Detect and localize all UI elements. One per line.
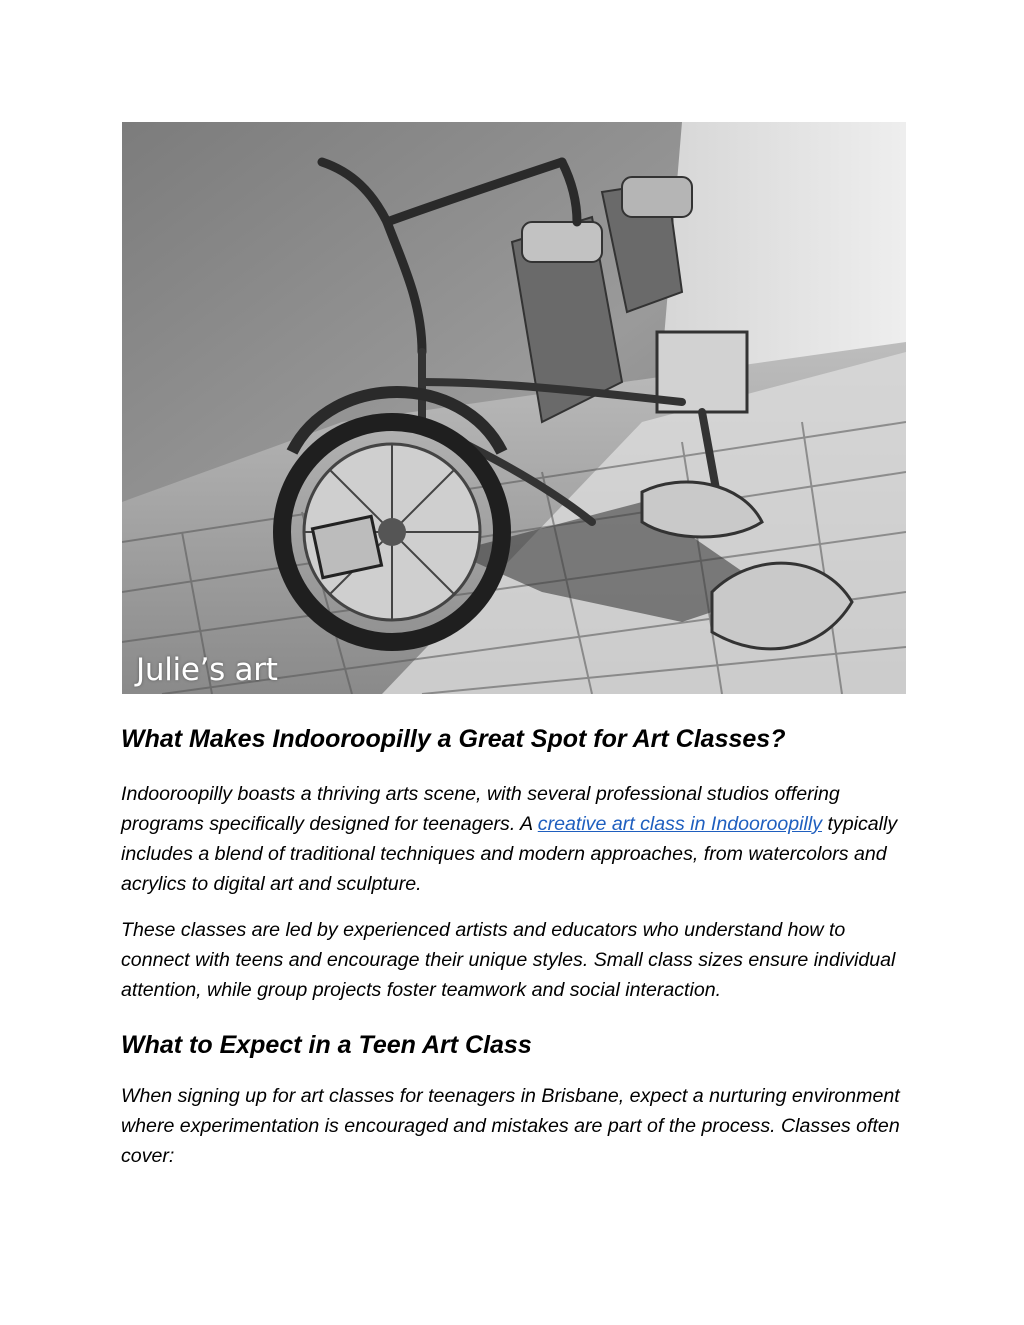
paragraph-text-before-link: Indooroopilly boasts a thriving arts scene, with several professional studios offering programs specifically designed for teenagers. A bbox=[121, 783, 840, 835]
section-heading-great-spot: What Makes Indooroopilly a Great Spot for Art Classes? bbox=[121, 725, 786, 753]
article-body bbox=[121, 723, 911, 1171]
section-heading-what-to-expect: What to Expect in a Teen Art Class bbox=[121, 1031, 532, 1059]
paragraph-arts-scene bbox=[121, 779, 911, 899]
paragraph-signing-up: When signing up for art classes for teenagers in Brisbane, expect a nurturing environment where experimentation is encouraged and mistakes are part of the process. Classes often cover: bbox=[121, 1085, 900, 1167]
paragraph-class-leaders: These classes are led by experienced artists and educators who understand how to connect with teens and encourage their unique styles. Small class sizes ensure individual attention, while group projects foster teamwork and social interaction. bbox=[121, 919, 896, 1001]
paragraph-text-after-link: typically includes a blend of traditional techniques and modern approaches, from watercolors and acrylics to digital art and sculpture. bbox=[121, 813, 898, 895]
creative-art-class-link[interactable]: creative art class in Indooroopilly bbox=[537, 813, 823, 835]
image-caption: Julie’s art bbox=[136, 652, 278, 688]
pencil-drawing-tricycle-image bbox=[122, 122, 906, 694]
